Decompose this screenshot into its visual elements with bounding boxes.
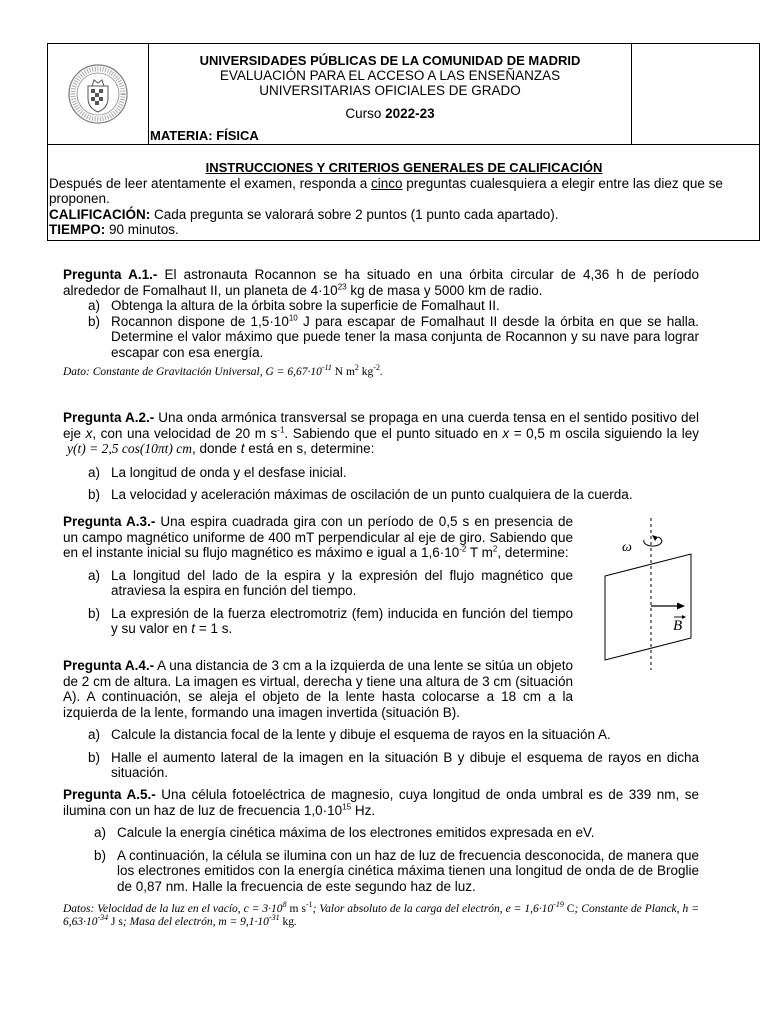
datos-text: ; Valor absoluto de la carga del electrón, e = 1,6·10 [312, 903, 554, 915]
instructions-block [48, 160, 759, 240]
rotation-arrow-icon [644, 537, 662, 546]
question-a2-item-a [88, 465, 699, 481]
var-x: x [85, 425, 93, 441]
question-a4-items [88, 727, 699, 781]
intro-text: , con una velocidad de 20 m s [92, 425, 278, 441]
question-a1-intro-exp: 23 [337, 282, 347, 291]
university-seal-icon [66, 62, 130, 126]
question-a4-intro [63, 658, 573, 720]
datos-unit-exp: -1 [305, 900, 313, 910]
item-text: La velocidad y aceleración máximas de oscilación de un punto cualquiera de la cuerda. [111, 487, 633, 502]
question-a3-item-b [88, 606, 573, 637]
question-a5 [63, 787, 699, 929]
question-a2 [63, 410, 699, 503]
curso-line [149, 106, 631, 121]
title-cell [149, 44, 632, 144]
question-a2-items [88, 465, 699, 503]
university-title: UNIVERSIDADES PÚBLICAS DE LA COMUNIDAD DE MADRID [199, 53, 581, 68]
wave-formula: y(t) = 2,5 cos(10πt) cm [67, 441, 192, 456]
question-a3 [63, 514, 573, 637]
item-text: Obtenga la altura de la órbita sobre la superficie de Fomalhaut II. [111, 298, 500, 313]
question-a2-item-b [88, 487, 699, 503]
question-a1-intro-1: El astronauta Rocannon se ha situado en una órbita circular de 4,36 h de período alrededor de Fomalhaut II, un planeta de 4·10 [63, 267, 699, 298]
dato-end: . [379, 366, 383, 378]
question-a5-item-b [94, 848, 699, 895]
intro-text: T m [466, 545, 493, 560]
question-a1 [63, 267, 699, 379]
materia-label: MATERIA: FÍSICA [150, 128, 259, 143]
dato-exp: -11 [321, 363, 332, 373]
rotating-loop-figure [598, 514, 708, 674]
item-text-2: J para escapar de Fomalhaut II desde la órbita en que se halla. Determine el valor máximo que puede tener la masa conjunta de Rocannon y su nave para lograr escapar con esa energía. [111, 313, 699, 360]
item-label: a) [88, 567, 101, 583]
question-a3-intro [63, 514, 573, 561]
datos-text: ; Masa del electrón, m = 9,1·10 [122, 916, 269, 928]
logo-cell [48, 44, 149, 144]
question-a4 [63, 658, 699, 781]
curso-label: Curso [345, 106, 386, 121]
intro-text: , donde [191, 441, 241, 456]
question-a4-title: Pregunta A.4.- [63, 658, 155, 673]
question-a5-items [94, 825, 699, 894]
item-text: Calcule la energía cinética máxima de los electrones emitidos expresada en eV. [117, 825, 595, 840]
intro-text: = 0,5 m oscila siguiendo la ley [509, 425, 699, 441]
instructions-text-emphasis: cinco [370, 175, 403, 191]
item-label: b) [88, 313, 101, 329]
instructions-text-start: Después de leer atentamente el examen, responda a [49, 175, 371, 191]
item-label: a) [88, 464, 101, 480]
item-label: b) [88, 487, 101, 502]
instructions-text [49, 176, 759, 207]
datos-exp: 8 [282, 900, 287, 910]
intro-text: . Sabiendo que el punto situado en [284, 425, 503, 441]
intro-text: A una distancia de 3 cm a la izquierda de una lente se sitúa un objeto de 2 cm de altura. La imagen es virtual, derecha y tiene una altura de 3 cm (situación A). A continuación, se aleja el objeto de la lente hasta colocarse a 18 cm a la izquierda de la lente, formando una imagen invertida (situación B). [63, 658, 573, 720]
item-label: a) [88, 298, 101, 313]
question-a1-intro-2: kg de masa y 5000 km de radio. [346, 282, 543, 298]
instructions-title: INSTRUCCIONES Y CRITERIOS GENERALES DE CALIFICACIÓN [205, 160, 603, 175]
calificacion-line [49, 207, 759, 223]
datos-text: Datos: Velocidad de la luz en el vacío, c = 3·10 [63, 903, 283, 915]
datos-exp: -19 [553, 900, 564, 910]
question-a4-item-b [88, 750, 699, 781]
item-text-1: Rocannon dispone de 1,5·10 [111, 313, 289, 329]
curso-value: 2022-23 [385, 106, 435, 121]
datos-exp: -31 [268, 913, 280, 923]
tiempo-label: TIEMPO: [49, 222, 106, 237]
question-a5-intro [63, 787, 699, 818]
omega-label: ω [622, 540, 632, 555]
item-text: A continuación, la célula se ilumina con un haz de luz de frecuencia desconocida, de manera que los electrones emitidos con la energía cinética máxima tienen una longitud de onda de de Broglie de 0,87 nm. Halle la frecuencia de este segundo haz de luz. [117, 847, 699, 894]
question-a1-dato [63, 363, 699, 379]
item-text: La longitud de onda y el desfase inicial. [111, 464, 347, 480]
question-a1-intro [63, 267, 699, 298]
right-cell [632, 44, 759, 144]
var-x: x [502, 425, 510, 441]
header-top-row [48, 44, 759, 145]
b-field-label: B [673, 618, 683, 634]
item-label: a) [94, 825, 107, 840]
intro-text: está en s, determine: [244, 441, 375, 456]
intro-text: Una célula fotoeléctrica de magnesio, cuya longitud de onda umbral es de 339 nm, se ilumina con un haz de luz de frecuencia 1,0·10 [63, 787, 699, 818]
dato-units: N m [331, 366, 355, 378]
item-text-1: La expresión de la fuerza electromotriz (fem) inducida en función del tiempo y su valor en [111, 605, 573, 636]
dato-units-exp: 2 [354, 363, 359, 373]
intro-text: Una espira cuadrada gira con un período de 0,5 s en presencia de un campo magnético uniforme de 400 mT perpendicular al eje de giro. Sabiendo que en el instante inicial su flujo magnético es máximo e igual a 1,6·10 [63, 514, 573, 560]
datos-exp: -34 [97, 913, 109, 923]
intro-text: Una onda armónica transversal se propaga en una cuerda tensa en el sentido positivo del eje [63, 410, 699, 441]
question-a2-intro [63, 410, 699, 457]
datos-unit: kg [279, 916, 294, 928]
dato-units-2: kg [358, 366, 374, 378]
tiempo-line [49, 222, 759, 238]
item-text: La longitud del lado de la espira y la expresión del flujo magnético que atraviesa la espira en función del tiempo. [111, 567, 573, 598]
intro-exp: 15 [342, 802, 352, 811]
evaluation-line-2: UNIVERSITARIAS OFICIALES DE GRADO [259, 83, 521, 98]
question-a1-item-b [88, 314, 699, 361]
item-text: Halle el aumento lateral de la imagen en la situación B y dibuje el esquema de rayos en dicha situación. [111, 749, 699, 780]
datos-unit: J s [108, 916, 123, 928]
dato-units-exp-2: -2 [373, 363, 380, 373]
datos-text: ; Constante de Planck, h = 6,63·10 [63, 903, 700, 928]
question-a5-title: Pregunta A.5.- [63, 787, 156, 802]
item-exp: 10 [288, 313, 298, 322]
datos-end: . [293, 916, 297, 928]
item-label: a) [88, 727, 101, 742]
question-a3-title: Pregunta A.3.- [63, 514, 156, 529]
item-label: b) [94, 847, 107, 863]
question-a5-datos [63, 900, 700, 929]
item-text-2: = 1 s. [195, 621, 233, 636]
datos-unit: C [563, 903, 575, 915]
tiempo-text: 90 minutos. [105, 222, 179, 237]
datos-unit: m s [286, 903, 306, 915]
question-a1-items [88, 298, 699, 360]
instructions-text-end: preguntas cualesquiera a elegir entre las diez que se proponen. [49, 175, 723, 206]
question-a5-item-a [94, 825, 699, 841]
header-table [47, 43, 760, 241]
dato-text: Dato: Constante de Gravitación Universal, G = 6,67·10 [63, 366, 322, 378]
var-t: t [240, 441, 245, 456]
item-text: Calcule la distancia focal de la lente y dibuje el esquema de rayos en la situación A. [111, 727, 611, 742]
question-a1-title: Pregunta A.1.- [63, 267, 158, 282]
intro-exp: -1 [277, 425, 285, 434]
item-label: b) [88, 605, 101, 621]
intro-exp: -2 [459, 544, 467, 554]
rotation-arrowhead [652, 535, 658, 541]
intro-text: Hz. [351, 802, 376, 818]
question-a1-item-a [88, 298, 699, 314]
calificacion-text: Cada pregunta se valorará sobre 2 puntos (1 punto cada apartado). [150, 206, 559, 222]
magnetic-field-arrowhead [677, 603, 685, 610]
var-t: t [191, 621, 196, 636]
item-label: b) [88, 749, 101, 765]
intro-text: , determine: [497, 545, 569, 560]
question-a2-title: Pregunta A.2.- [63, 410, 155, 425]
b-vector-bar-head [682, 615, 686, 619]
calificacion-label: CALIFICACIÓN: [49, 206, 151, 222]
question-a3-item-a [88, 568, 573, 599]
evaluation-line-1: EVALUACIÓN PARA EL ACCESO A LAS ENSEÑANZAS [219, 68, 561, 83]
question-a4-item-a [88, 727, 699, 743]
intro-exp: 2 [492, 544, 498, 554]
question-a3-items [88, 568, 573, 637]
